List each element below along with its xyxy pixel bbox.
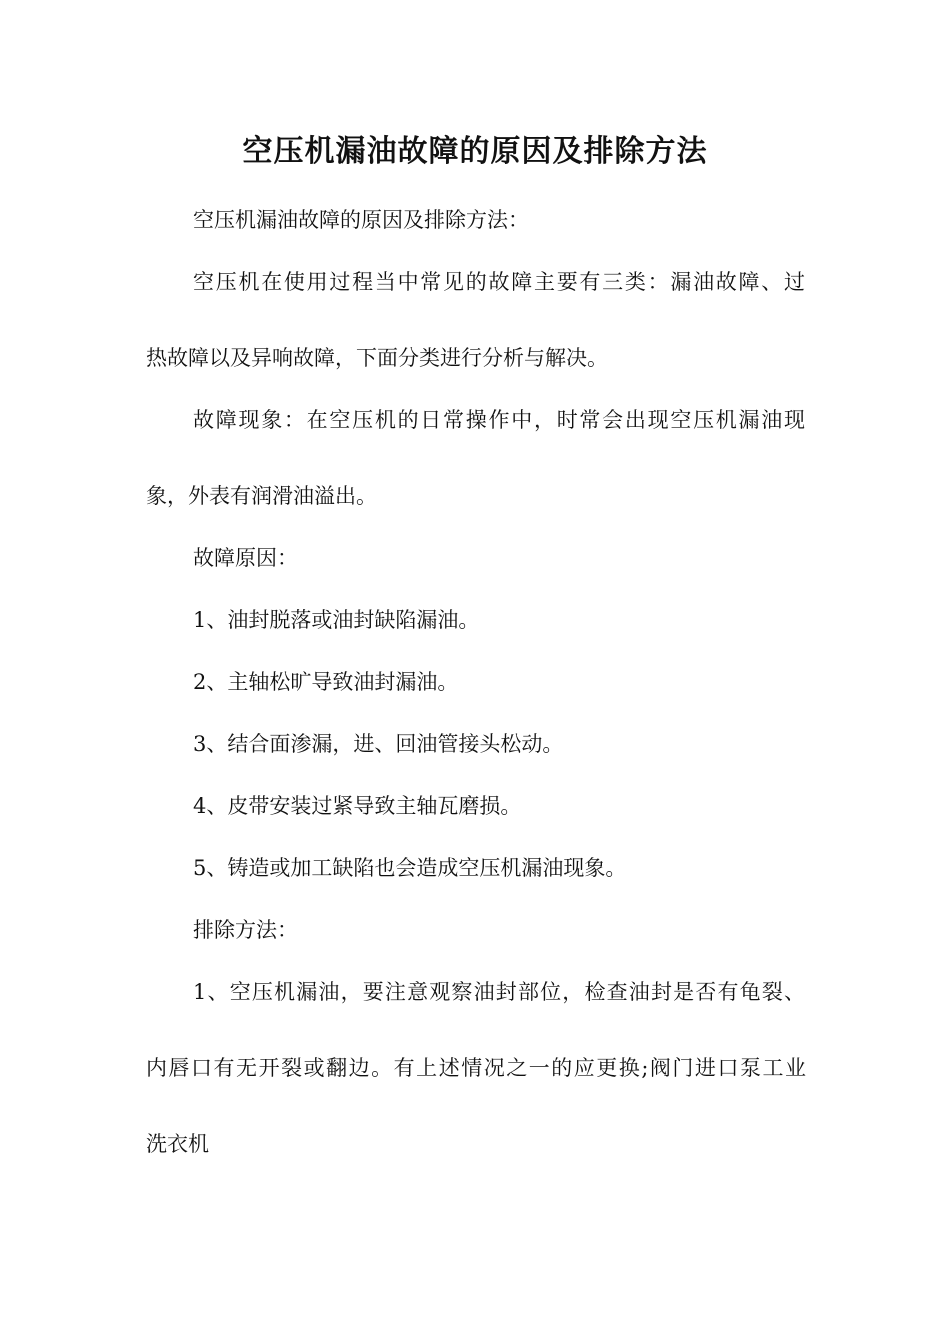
heading-solutions: 排除方法： xyxy=(193,918,298,942)
list-item-cause-4: 4、皮带安装过紧导致主轴瓦磨损。 xyxy=(193,794,522,818)
list-item-solution-1-line-2: 内唇口有无开裂或翻边。有上述情况之一的应更换;阀门进口泵工业 xyxy=(146,1056,806,1080)
paragraph-overview-line-1: 空压机在使用过程当中常见的故障主要有三类：漏油故障、过 xyxy=(193,270,805,294)
paragraph-overview-line-2: 热故障以及异响故障，下面分类进行分析与解决。 xyxy=(146,346,608,370)
list-item-cause-2: 2、主轴松旷导致油封漏油。 xyxy=(193,670,459,694)
list-item-solution-1-line-1: 1、空压机漏油，要注意观察油封部位，检查油封是否有龟裂、 xyxy=(193,980,805,1004)
heading-causes: 故障原因： xyxy=(193,546,298,570)
paragraph-symptom-line-2: 象，外表有润滑油溢出。 xyxy=(146,484,377,508)
list-item-solution-1-line-3: 洗衣机 xyxy=(146,1132,209,1156)
document-title: 空压机漏油故障的原因及排除方法 xyxy=(242,134,708,169)
paragraph-symptom-line-1: 故障现象：在空压机的日常操作中，时常会出现空压机漏油现 xyxy=(193,408,805,432)
list-item-cause-3: 3、结合面渗漏，进、回油管接头松动。 xyxy=(193,732,564,756)
list-item-cause-1: 1、油封脱落或油封缺陷漏油。 xyxy=(193,608,480,632)
list-item-cause-5: 5、铸造或加工缺陷也会造成空压机漏油现象。 xyxy=(193,856,627,880)
paragraph-intro: 空压机漏油故障的原因及排除方法： xyxy=(193,208,529,232)
